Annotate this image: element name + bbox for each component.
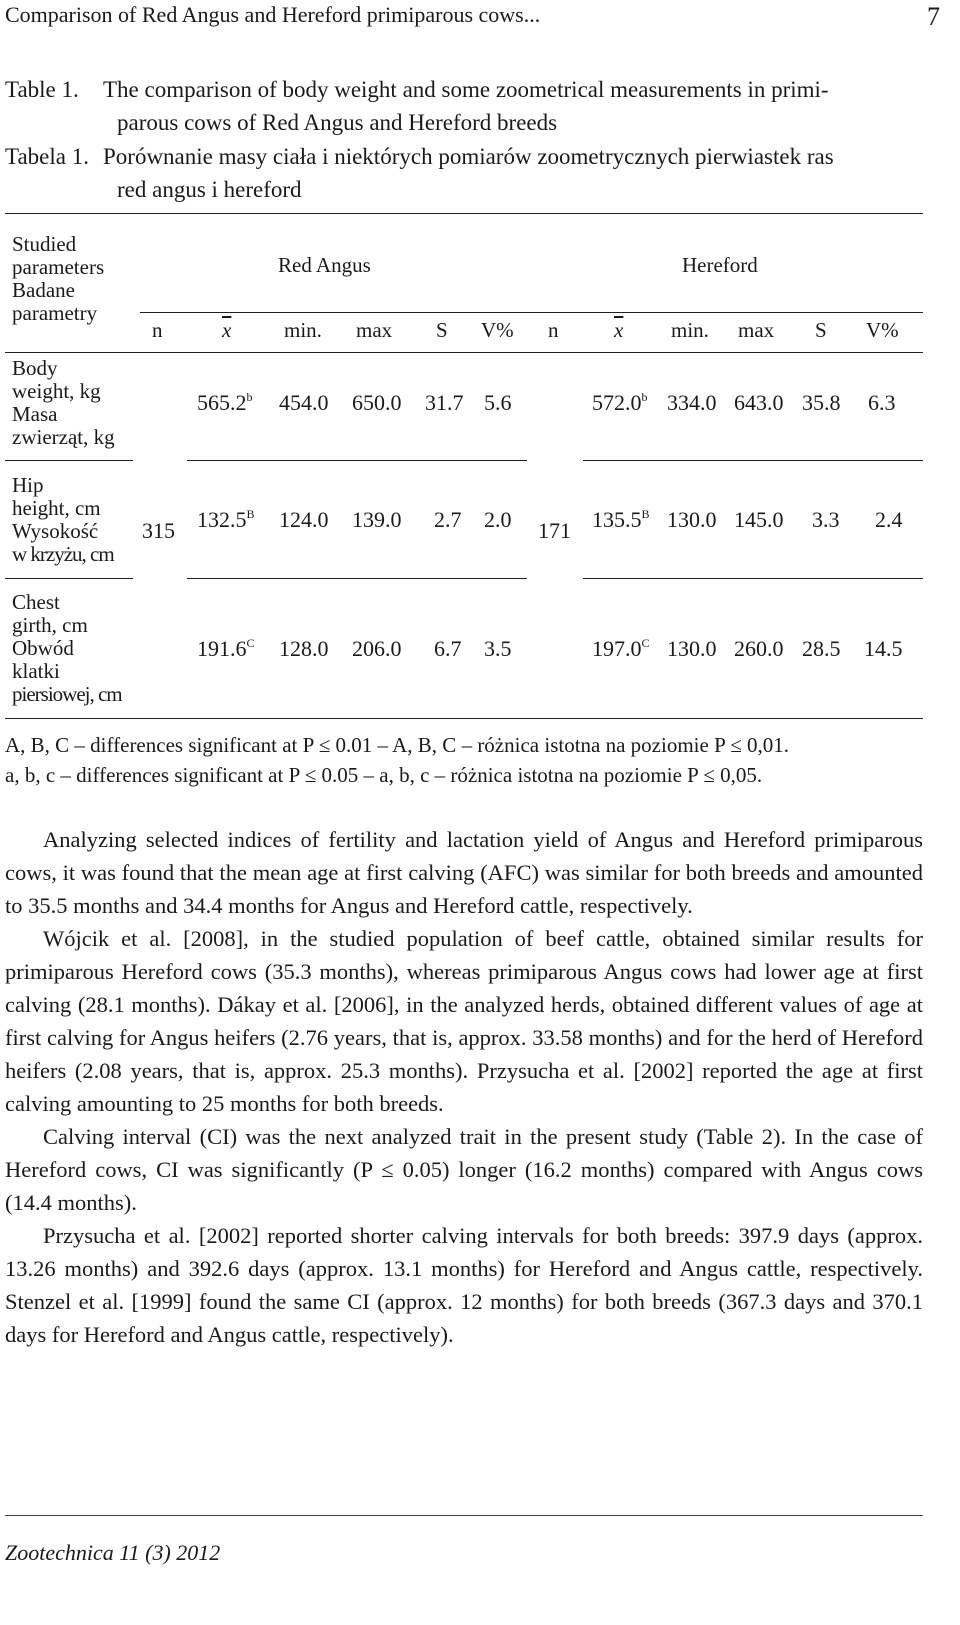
table-cell: $197.0^C$ bbox=[592, 636, 650, 661]
table-cell: 3.3 bbox=[812, 507, 840, 532]
n-hereford: 171 bbox=[538, 518, 571, 543]
table-cell: 206.0 bbox=[352, 636, 402, 661]
table-caption-en bbox=[5, 73, 935, 139]
table-cell: 145.0 bbox=[734, 507, 784, 532]
breed-header-red-angus: Red Angus bbox=[278, 253, 371, 277]
col-v-ra: V% bbox=[481, 318, 514, 342]
col-max-ra: max bbox=[356, 318, 393, 342]
row-param-chest-girth: Chest girth, cm Obwód klatki piersiowej, cm bbox=[12, 590, 122, 706]
row-rule-1-he bbox=[583, 460, 923, 461]
row-param-hip-height: Hip height, cm Wysokość w krzyżu, cm bbox=[12, 473, 114, 566]
caption-pl-line1: Porównanie masy ciała i niektórych pomiarów zoometrycznych pierwiastek ras bbox=[103, 144, 834, 169]
col-s-he: S bbox=[815, 318, 827, 342]
table-cell: 2.7 bbox=[434, 507, 462, 532]
table-cell: 139.0 bbox=[352, 507, 402, 532]
table-cell: $135.5^B$ bbox=[592, 507, 650, 532]
caption-en-line1: The comparison of body weight and some zoometrical measurements in primi- bbox=[103, 77, 829, 102]
journal-footer: Zootechnica 11 (3) 2012 bbox=[5, 1540, 221, 1565]
table-cell: 35.8 bbox=[802, 390, 841, 415]
row-rule-2-param bbox=[5, 578, 133, 579]
row-rule-1-ra bbox=[187, 460, 527, 461]
table-top-rule bbox=[5, 213, 923, 214]
col-v-he: V% bbox=[866, 318, 899, 342]
row-rule-2-he bbox=[583, 578, 923, 579]
table-cell: 643.0 bbox=[734, 390, 784, 415]
table-cell: 334.0 bbox=[667, 390, 717, 415]
table-cell: 6.3 bbox=[868, 390, 896, 415]
table-cell: 28.5 bbox=[802, 636, 841, 661]
body-text bbox=[5, 823, 923, 1351]
header-bottom-rule bbox=[5, 352, 923, 353]
table-caption-pl bbox=[5, 140, 935, 206]
col-s-ra: S bbox=[436, 318, 448, 342]
row-param-body-weight: Body weight, kg Masa zwierząt, kg bbox=[12, 356, 115, 449]
col-min-ra: min. bbox=[284, 318, 322, 342]
caption-label-pl: Tabela 1. bbox=[5, 144, 89, 169]
breed-header-hereford: Hereford bbox=[682, 253, 758, 277]
table-cell: 3.5 bbox=[484, 636, 512, 661]
paragraph: Analyzing selected indices of fertility and lactation yield of Angus and Hereford primiparous cows, it was found that the mean age at first calving (AFC) was similar for both breeds and amounted to 35.5 months and 34.4 months for Angus and Hereford cattle, respectively. bbox=[5, 827, 923, 918]
col-n-ra: n bbox=[152, 318, 163, 342]
table-cell: 5.6 bbox=[484, 390, 512, 415]
paragraph: Wójcik et al. [2008], in the studied population of beef cattle, obtained similar results for primiparous Hereford cows (35.3 months), whereas primiparous Angus cows had lower age at first calving (28.1 months). Dákay et al. [2006], in the analyzed herds, obtained different values of age at first calving for Angus heifers (2.76 years, that is, approx. 33.58 months) and for the herd of Hereford heifers (2.08 years, that is, approx. 25.3 months). Przysucha et al. [2002] reported the age at first calving amounting to 25 months for both breeds. bbox=[5, 926, 923, 1116]
col-min-he: min. bbox=[671, 318, 709, 342]
col-n-he: n bbox=[548, 318, 559, 342]
paragraph: Calving interval (CI) was the next analyzed trait in the present study (Table 2). In the case of Hereford cows, CI was significantly (P ≤ 0.05) longer (16.2 months) compared with Angus cows (14.4 months). bbox=[5, 1124, 923, 1215]
col-max-he: max bbox=[738, 318, 775, 342]
table-cell: 650.0 bbox=[352, 390, 402, 415]
footnote-low-significance: a, b, c – differences significant at P ≤ 0.05 – a, b, c – różnica istotna na poziomie P ≤ 0,05. bbox=[5, 763, 763, 787]
header-sub-rule bbox=[140, 312, 923, 313]
n-red-angus: 315 bbox=[142, 518, 175, 543]
row-rule-1-param bbox=[5, 460, 133, 461]
table-cell: 128.0 bbox=[279, 636, 329, 661]
table-cell: 124.0 bbox=[279, 507, 329, 532]
table-cell: 260.0 bbox=[734, 636, 784, 661]
table-cell: 31.7 bbox=[425, 390, 464, 415]
table-bottom-rule bbox=[5, 718, 923, 719]
caption-pl-line2: red angus i hereford bbox=[117, 177, 302, 202]
page-number: 7 bbox=[927, 2, 940, 31]
table-cell: 14.5 bbox=[864, 636, 903, 661]
table-cell: 2.0 bbox=[484, 507, 512, 532]
running-title: Comparison of Red Angus and Hereford primiparous cows... bbox=[5, 2, 541, 27]
table-cell: 130.0 bbox=[667, 507, 717, 532]
table-cell: 2.4 bbox=[875, 507, 903, 532]
footer-rule bbox=[5, 1515, 923, 1516]
table-cell: 130.0 bbox=[667, 636, 717, 661]
table-cell: $132.5^B$ bbox=[197, 507, 255, 532]
table-cell: 572.0$^b$ bbox=[592, 390, 648, 415]
col-mean-he: $\overline{x}$ bbox=[614, 318, 624, 342]
table-cell: $191.6^C$ bbox=[197, 636, 255, 661]
caption-en-line2: parous cows of Red Angus and Hereford breeds bbox=[117, 110, 558, 135]
col-mean-ra: $\overline{x}$ bbox=[222, 318, 232, 342]
param-header: Studied parameters Badane parametry bbox=[12, 232, 105, 325]
footnote-high-significance: A, B, C – differences significant at P ≤ 0.01 – A, B, C – różnica istotna na poziomie P ≤ 0,01. bbox=[5, 733, 789, 757]
caption-label-en: Table 1. bbox=[5, 77, 79, 102]
table-cell: 6.7 bbox=[434, 636, 462, 661]
row-rule-2-ra bbox=[187, 578, 527, 579]
paragraph: Przysucha et al. [2002] reported shorter calving intervals for both breeds: 397.9 days (approx. 13.26 months) and 392.6 days (approx. 13.1 months) for Hereford and Angus cattle, respectively. Stenzel et al. [1999] found the same CI (approx. 12 months) for both breeds (367.3 days and 370.1 days for Hereford and Angus cattle, respectively). bbox=[5, 1223, 923, 1347]
table-cell: 565.2$^b$ bbox=[197, 390, 253, 415]
table-cell: 454.0 bbox=[279, 390, 329, 415]
